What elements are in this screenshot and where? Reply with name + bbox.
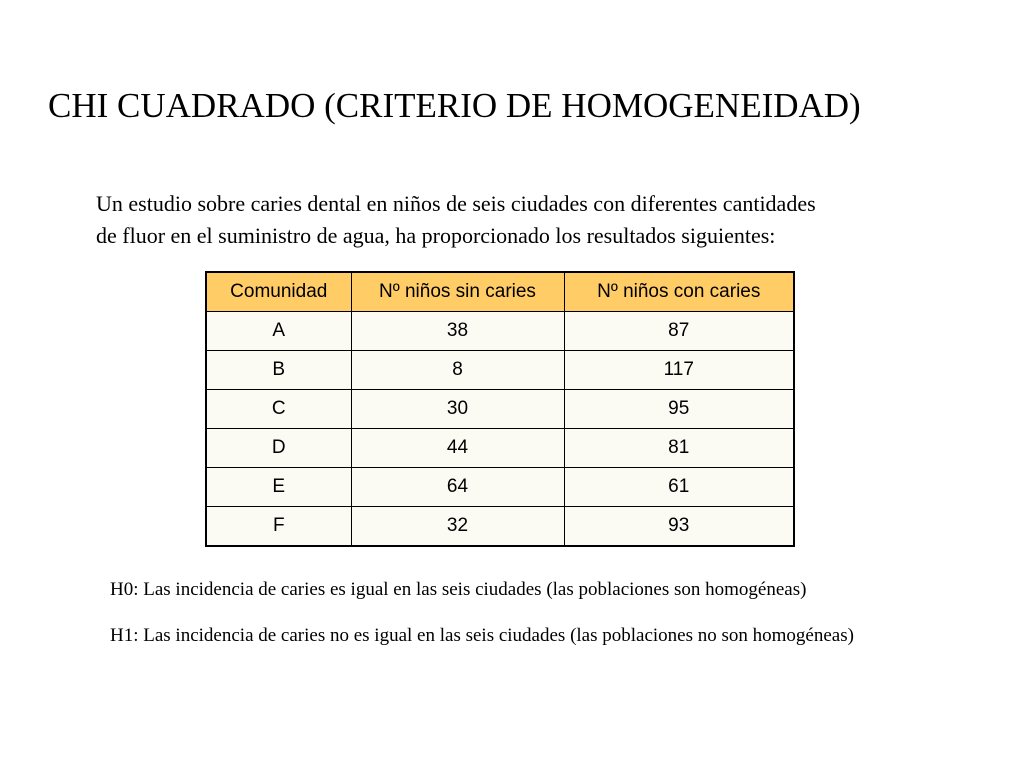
cell-con-caries: 81 (564, 429, 794, 468)
intro-paragraph (96, 188, 966, 252)
header-con-caries: Nº niños con caries (564, 272, 794, 312)
cell-sin-caries: 44 (351, 429, 564, 468)
cell-sin-caries: 64 (351, 468, 564, 507)
cell-sin-caries: 8 (351, 351, 564, 390)
cell-con-caries: 87 (564, 312, 794, 351)
cell-comunidad: C (206, 390, 351, 429)
cell-con-caries: 93 (564, 507, 794, 547)
intro-line-2: de fluor en el suministro de agua, ha proporcionado los resultados siguientes: (96, 223, 776, 248)
header-sin-caries: Nº niños sin caries (351, 272, 564, 312)
table-row (206, 312, 794, 351)
table-row (206, 351, 794, 390)
cell-sin-caries: 30 (351, 390, 564, 429)
cell-con-caries: 117 (564, 351, 794, 390)
hypothesis-h0: H0: Las incidencia de caries es igual en las seis ciudades (las poblaciones son homogéneas) (110, 579, 807, 600)
header-comunidad: Comunidad (206, 272, 351, 312)
cell-con-caries: 61 (564, 468, 794, 507)
slide-title: CHI CUADRADO (CRITERIO DE HOMOGENEIDAD) (48, 86, 861, 125)
cell-comunidad: F (206, 507, 351, 547)
table-row (206, 429, 794, 468)
hypothesis-h1: H1: Las incidencia de caries no es igual en las seis ciudades (las poblaciones no son homogéneas) (110, 625, 854, 646)
table-header-row (206, 272, 794, 312)
cell-con-caries: 95 (564, 390, 794, 429)
hypotheses (110, 576, 990, 649)
cell-comunidad: E (206, 468, 351, 507)
cell-sin-caries: 38 (351, 312, 564, 351)
cell-sin-caries: 32 (351, 507, 564, 547)
caries-table (205, 271, 795, 547)
table-row (206, 468, 794, 507)
table-row (206, 390, 794, 429)
cell-comunidad: B (206, 351, 351, 390)
cell-comunidad: D (206, 429, 351, 468)
table-row (206, 507, 794, 547)
intro-line-1: Un estudio sobre caries dental en niños de seis ciudades con diferentes cantidades (96, 191, 816, 216)
cell-comunidad: A (206, 312, 351, 351)
